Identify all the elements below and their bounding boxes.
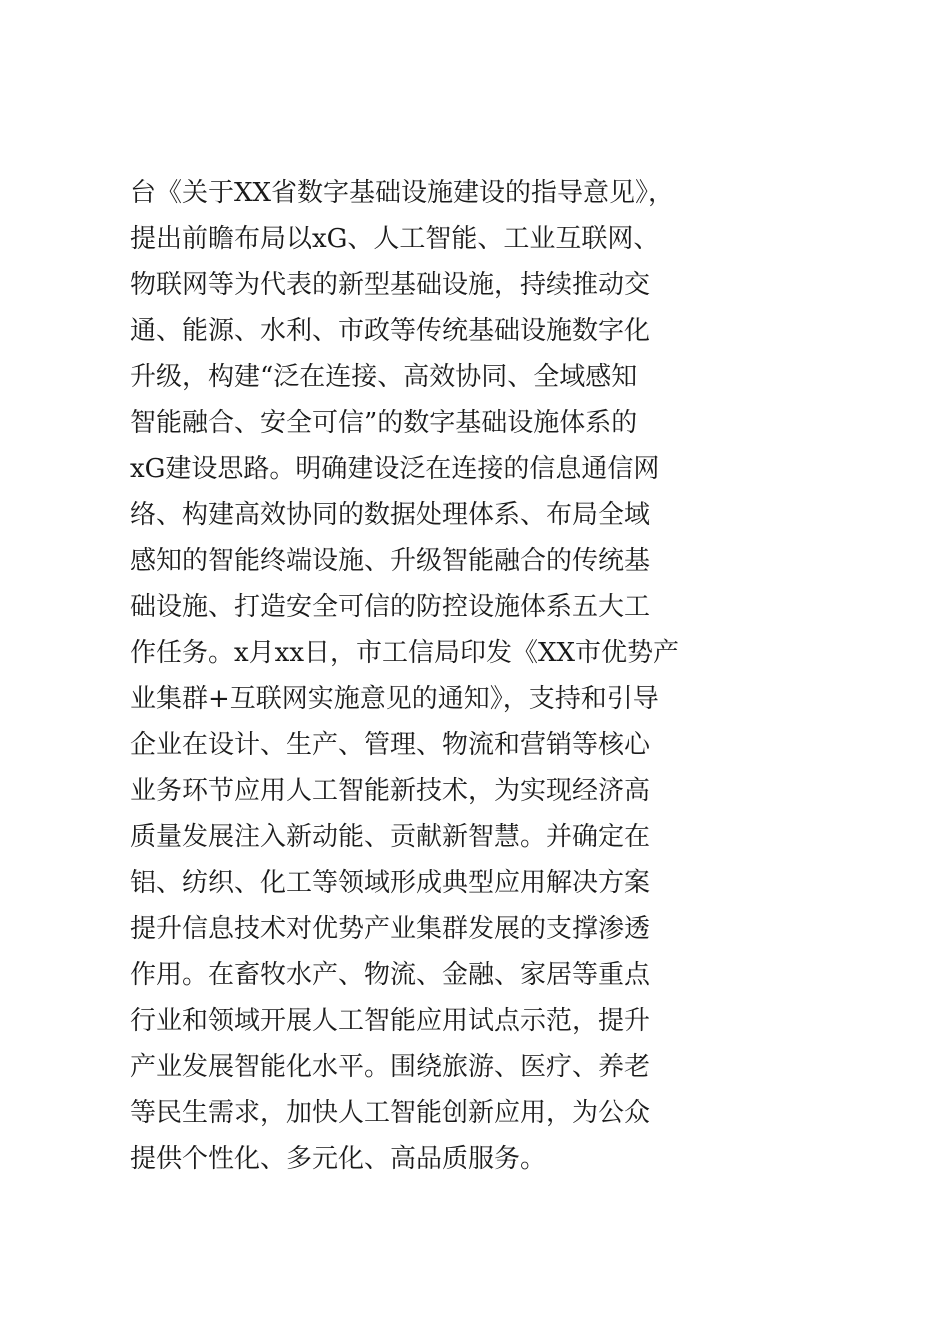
text-line: 业集群+互联网实施意见的通知》，支持和引导 xyxy=(130,684,659,714)
body-paragraph xyxy=(130,170,850,1182)
text-line: 通、能源、水利、市政等传统基础设施数字化 xyxy=(130,316,651,346)
text-line: 智能融合、安全可信”的数字基础设施体系的 xyxy=(130,408,638,438)
text-line: 感知的智能终端设施、升级智能融合的传统基 xyxy=(130,546,651,576)
text-line: 产业发展智能化水平。围绕旅游、医疗、养老 xyxy=(130,1052,651,1082)
text-line: 物联网等为代表的新型基础设施，持续推动交 xyxy=(130,270,651,300)
text-line: 提升信息技术对优势产业集群发展的支撑渗透 xyxy=(130,914,651,944)
text-line: 台《关于XX省数字基础设施建设的指导意见》， xyxy=(130,178,675,208)
text-line: 行业和领域开展人工智能应用试点示范，提升 xyxy=(130,1006,651,1036)
text-line: 升级，构建“泛在连接、高效协同、全域感知 xyxy=(130,362,638,392)
text-line: 作任务。x月xx日，市工信局印发《XX市优势产 xyxy=(130,638,680,668)
text-line: xG建设思路。明确建设泛在连接的信息通信网 xyxy=(130,454,660,484)
text-line: 企业在设计、生产、管理、物流和营销等核心 xyxy=(130,730,651,760)
text-line: 提出前瞻布局以xG、人工智能、工业互联网、 xyxy=(130,224,660,254)
text-line: 提供个性化、多元化、高品质服务。 xyxy=(130,1144,547,1174)
text-line: 质量发展注入新动能、贡献新智慧。并确定在 xyxy=(130,822,651,852)
text-line: 础设施、打造安全可信的防控设施体系五大工 xyxy=(130,592,651,622)
text-line: 络、构建高效协同的数据处理体系、布局全域 xyxy=(130,500,651,530)
text-line: 铝、纺织、化工等领域形成典型应用解决方案 xyxy=(130,868,651,898)
text-line: 等民生需求，加快人工智能创新应用，为公众 xyxy=(130,1098,651,1128)
text-line: 作用。在畜牧水产、物流、金融、家居等重点 xyxy=(130,960,651,990)
text-line: 业务环节应用人工智能新技术，为实现经济高 xyxy=(130,776,651,806)
